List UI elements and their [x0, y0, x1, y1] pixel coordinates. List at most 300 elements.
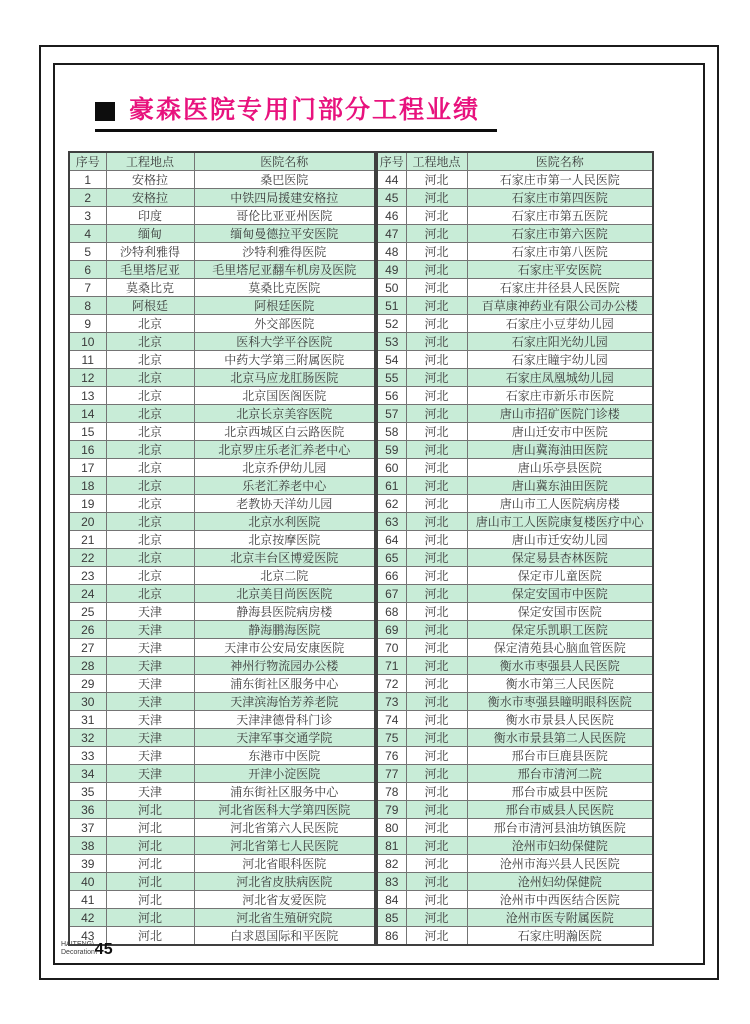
table-row — [69, 747, 375, 765]
table-row — [377, 837, 653, 855]
cell-location: 天津 — [106, 711, 194, 729]
table-body-left — [69, 171, 375, 946]
cell-location: 天津 — [106, 657, 194, 675]
table-row — [377, 855, 653, 873]
cell-index: 8 — [69, 297, 106, 315]
cell-index: 68 — [377, 603, 406, 621]
table-row — [69, 225, 375, 243]
cell-location: 北京 — [106, 441, 194, 459]
cell-hospital: 静海鹏海医院 — [194, 621, 375, 639]
table-body-right — [377, 171, 653, 946]
cell-index: 2 — [69, 189, 106, 207]
cell-location: 北京 — [106, 585, 194, 603]
cell-location: 河北 — [406, 765, 467, 783]
cell-hospital: 衡水市景县第二人民医院 — [467, 729, 653, 747]
cell-location: 河北 — [406, 801, 467, 819]
cell-location: 北京 — [106, 423, 194, 441]
table-row — [377, 909, 653, 927]
cell-hospital: 衡水市枣强县瞳明眼科医院 — [467, 693, 653, 711]
cell-location: 河北 — [406, 837, 467, 855]
cell-index: 37 — [69, 819, 106, 837]
cell-index: 69 — [377, 621, 406, 639]
cell-hospital: 北京马应龙肛肠医院 — [194, 369, 375, 387]
cell-location: 河北 — [406, 261, 467, 279]
cell-location: 河北 — [406, 297, 467, 315]
cell-hospital: 北京美目尚医医院 — [194, 585, 375, 603]
cell-index: 45 — [377, 189, 406, 207]
cell-index: 67 — [377, 585, 406, 603]
table-row — [69, 423, 375, 441]
cell-hospital: 莫桑比克医院 — [194, 279, 375, 297]
cell-hospital: 石家庄阳光幼儿园 — [467, 333, 653, 351]
cell-location: 北京 — [106, 405, 194, 423]
cell-location: 北京 — [106, 315, 194, 333]
brand-text — [61, 941, 97, 957]
table-row — [377, 477, 653, 495]
cell-index: 47 — [377, 225, 406, 243]
cell-hospital: 衡水市景县人民医院 — [467, 711, 653, 729]
cell-location: 北京 — [106, 531, 194, 549]
cell-hospital: 唐山市迁安幼儿园 — [467, 531, 653, 549]
cell-index: 48 — [377, 243, 406, 261]
cell-index: 16 — [69, 441, 106, 459]
table-row — [377, 207, 653, 225]
cell-location: 河北 — [406, 207, 467, 225]
cell-index: 56 — [377, 387, 406, 405]
cell-location: 北京 — [106, 495, 194, 513]
table-row — [69, 171, 375, 189]
cell-index: 6 — [69, 261, 106, 279]
cell-index: 85 — [377, 909, 406, 927]
cell-index: 86 — [377, 927, 406, 946]
table-row — [377, 927, 653, 946]
table-row — [69, 729, 375, 747]
cell-location: 天津 — [106, 621, 194, 639]
cell-location: 河北 — [406, 405, 467, 423]
cell-location: 北京 — [106, 459, 194, 477]
table-row — [377, 873, 653, 891]
cell-index: 23 — [69, 567, 106, 585]
project-tables — [68, 151, 654, 946]
cell-index: 79 — [377, 801, 406, 819]
cell-location: 北京 — [106, 549, 194, 567]
cell-location: 北京 — [106, 477, 194, 495]
table-row — [69, 765, 375, 783]
cell-hospital: 河北省生殖研究院 — [194, 909, 375, 927]
cell-hospital: 石家庄瞳宇幼儿园 — [467, 351, 653, 369]
cell-hospital: 北京西城区白云路医院 — [194, 423, 375, 441]
table-row — [377, 801, 653, 819]
cell-hospital: 石家庄小豆芽幼儿园 — [467, 315, 653, 333]
cell-hospital: 天津军事交通学院 — [194, 729, 375, 747]
cell-hospital: 北京长京美容医院 — [194, 405, 375, 423]
cell-hospital: 石家庄市第六医院 — [467, 225, 653, 243]
cell-index: 41 — [69, 891, 106, 909]
cell-location: 北京 — [106, 369, 194, 387]
table-row — [69, 243, 375, 261]
table-row — [69, 279, 375, 297]
table-row — [69, 297, 375, 315]
cell-location: 北京 — [106, 513, 194, 531]
table-row — [69, 261, 375, 279]
cell-hospital: 唐山乐亭县医院 — [467, 459, 653, 477]
cell-hospital: 石家庄平安医院 — [467, 261, 653, 279]
table-row — [69, 909, 375, 927]
cell-index: 52 — [377, 315, 406, 333]
cell-index: 5 — [69, 243, 106, 261]
projects-table-right — [376, 151, 654, 946]
cell-index: 54 — [377, 351, 406, 369]
cell-location: 河北 — [406, 585, 467, 603]
cell-index: 77 — [377, 765, 406, 783]
cell-index: 34 — [69, 765, 106, 783]
table-row — [377, 729, 653, 747]
cell-index: 13 — [69, 387, 106, 405]
table-header-row — [377, 152, 653, 171]
table-header — [377, 152, 653, 171]
cell-location: 河北 — [406, 675, 467, 693]
cell-index: 55 — [377, 369, 406, 387]
cell-hospital: 桑巴医院 — [194, 171, 375, 189]
cell-index: 57 — [377, 405, 406, 423]
table-row — [377, 531, 653, 549]
table-row — [377, 459, 653, 477]
table-row — [377, 567, 653, 585]
cell-hospital: 缅甸曼德拉平安医院 — [194, 225, 375, 243]
table-row — [69, 711, 375, 729]
table-row — [377, 639, 653, 657]
cell-hospital: 石家庄井径县人民医院 — [467, 279, 653, 297]
table-row — [377, 513, 653, 531]
table-row — [69, 441, 375, 459]
cell-index: 38 — [69, 837, 106, 855]
cell-hospital: 保定安国市中医院 — [467, 585, 653, 603]
cell-index: 26 — [69, 621, 106, 639]
table-row — [69, 675, 375, 693]
title-bullet-square-icon — [95, 102, 115, 121]
cell-location: 河北 — [406, 657, 467, 675]
cell-location: 河北 — [106, 855, 194, 873]
cell-location: 河北 — [406, 693, 467, 711]
cell-location: 河北 — [406, 567, 467, 585]
cell-location: 安格拉 — [106, 171, 194, 189]
cell-index: 80 — [377, 819, 406, 837]
cell-location: 河北 — [406, 441, 467, 459]
cell-location: 河北 — [406, 531, 467, 549]
cell-location: 河北 — [406, 171, 467, 189]
cell-location: 北京 — [106, 567, 194, 585]
table-row — [377, 693, 653, 711]
cell-index: 24 — [69, 585, 106, 603]
page-title: 豪森医院专用门部分工程业绩 — [129, 96, 481, 124]
cell-location: 天津 — [106, 783, 194, 801]
cell-index: 82 — [377, 855, 406, 873]
cell-hospital: 保定市儿童医院 — [467, 567, 653, 585]
cell-location: 河北 — [406, 729, 467, 747]
cell-index: 30 — [69, 693, 106, 711]
cell-index: 36 — [69, 801, 106, 819]
cell-location: 天津 — [106, 747, 194, 765]
table-row — [69, 549, 375, 567]
cell-hospital: 邢台市清河县油坊镇医院 — [467, 819, 653, 837]
cell-index: 74 — [377, 711, 406, 729]
cell-hospital: 天津市公安局安康医院 — [194, 639, 375, 657]
cell-location: 河北 — [406, 513, 467, 531]
cell-hospital: 沧州市医专附属医院 — [467, 909, 653, 927]
table-row — [69, 891, 375, 909]
cell-index: 4 — [69, 225, 106, 243]
table-row — [69, 621, 375, 639]
cell-hospital: 开津小淀医院 — [194, 765, 375, 783]
cell-index: 66 — [377, 567, 406, 585]
cell-hospital: 河北省医科大学第四医院 — [194, 801, 375, 819]
cell-hospital: 中药大学第三附属医院 — [194, 351, 375, 369]
cell-location: 印度 — [106, 207, 194, 225]
header-index: 序号 — [377, 152, 406, 171]
cell-index: 7 — [69, 279, 106, 297]
cell-location: 河北 — [406, 189, 467, 207]
cell-hospital: 百草康神药业有限公司办公楼 — [467, 297, 653, 315]
table-row — [69, 927, 375, 946]
cell-location: 河北 — [406, 315, 467, 333]
cell-hospital: 东港市中医院 — [194, 747, 375, 765]
table-row — [377, 783, 653, 801]
cell-location: 天津 — [106, 675, 194, 693]
cell-hospital: 沧州市中西医结合医院 — [467, 891, 653, 909]
table-row — [69, 513, 375, 531]
cell-location: 北京 — [106, 387, 194, 405]
cell-hospital: 浦东街社区服务中心 — [194, 675, 375, 693]
cell-location: 河北 — [106, 891, 194, 909]
table-row — [377, 189, 653, 207]
table-row — [377, 333, 653, 351]
cell-hospital: 医科大学平谷医院 — [194, 333, 375, 351]
table-row — [69, 405, 375, 423]
cell-location: 河北 — [406, 495, 467, 513]
cell-index: 39 — [69, 855, 106, 873]
cell-index: 10 — [69, 333, 106, 351]
cell-hospital: 石家庄市第一人民医院 — [467, 171, 653, 189]
cell-location: 河北 — [406, 855, 467, 873]
cell-index: 33 — [69, 747, 106, 765]
cell-hospital: 天津滨海怡芳养老院 — [194, 693, 375, 711]
cell-hospital: 河北省皮肤病医院 — [194, 873, 375, 891]
cell-hospital: 河北省友爱医院 — [194, 891, 375, 909]
brand-line-1: HAITENG\ — [61, 941, 95, 948]
cell-hospital: 沧州市海兴县人民医院 — [467, 855, 653, 873]
cell-hospital: 唐山市工人医院康复楼医疗中心 — [467, 513, 653, 531]
table-row — [377, 891, 653, 909]
cell-location: 天津 — [106, 693, 194, 711]
cell-hospital: 老教协天洋幼儿园 — [194, 495, 375, 513]
cell-index: 73 — [377, 693, 406, 711]
table-row — [377, 441, 653, 459]
table-row — [69, 801, 375, 819]
cell-location: 河北 — [406, 819, 467, 837]
cell-location: 河北 — [406, 549, 467, 567]
cell-index: 49 — [377, 261, 406, 279]
table-row — [377, 261, 653, 279]
cell-location: 天津 — [106, 639, 194, 657]
cell-hospital: 唐山市招矿医院门诊楼 — [467, 405, 653, 423]
table-row — [69, 369, 375, 387]
cell-location: 河北 — [406, 459, 467, 477]
table-row — [69, 837, 375, 855]
cell-index: 53 — [377, 333, 406, 351]
cell-index: 29 — [69, 675, 106, 693]
cell-hospital: 沧州市妇幼保健院 — [467, 837, 653, 855]
cell-hospital: 浦东街社区服务中心 — [194, 783, 375, 801]
cell-location: 缅甸 — [106, 225, 194, 243]
table-row — [377, 315, 653, 333]
cell-index: 18 — [69, 477, 106, 495]
table-row — [377, 621, 653, 639]
cell-hospital: 北京水利医院 — [194, 513, 375, 531]
header-hospital: 医院名称 — [467, 152, 653, 171]
cell-index: 50 — [377, 279, 406, 297]
cell-hospital: 保定清苑县心脑血管医院 — [467, 639, 653, 657]
cell-index: 78 — [377, 783, 406, 801]
cell-hospital: 邢台市巨鹿县医院 — [467, 747, 653, 765]
table-row — [377, 675, 653, 693]
cell-location: 河北 — [406, 423, 467, 441]
cell-index: 64 — [377, 531, 406, 549]
cell-index: 17 — [69, 459, 106, 477]
table-row — [377, 603, 653, 621]
cell-hospital: 石家庄市第四医院 — [467, 189, 653, 207]
cell-hospital: 唐山冀东油田医院 — [467, 477, 653, 495]
cell-index: 51 — [377, 297, 406, 315]
cell-hospital: 石家庄市第八医院 — [467, 243, 653, 261]
cell-index: 9 — [69, 315, 106, 333]
cell-index: 84 — [377, 891, 406, 909]
cell-location: 天津 — [106, 729, 194, 747]
cell-index: 65 — [377, 549, 406, 567]
cell-index: 70 — [377, 639, 406, 657]
table-row — [377, 369, 653, 387]
cell-location: 河北 — [406, 621, 467, 639]
table-row — [69, 387, 375, 405]
cell-location: 河北 — [406, 927, 467, 946]
table-row — [377, 225, 653, 243]
table-row — [377, 405, 653, 423]
cell-location: 河北 — [406, 891, 467, 909]
cell-hospital: 唐山冀海油田医院 — [467, 441, 653, 459]
cell-location: 天津 — [106, 765, 194, 783]
cell-index: 60 — [377, 459, 406, 477]
table-row — [69, 351, 375, 369]
table-row — [69, 477, 375, 495]
table-header — [69, 152, 375, 171]
cell-hospital: 衡水市第三人民医院 — [467, 675, 653, 693]
cell-location: 安格拉 — [106, 189, 194, 207]
cell-hospital: 河北省眼科医院 — [194, 855, 375, 873]
table-header-row — [69, 152, 375, 171]
table-row — [69, 873, 375, 891]
cell-location: 河北 — [106, 909, 194, 927]
table-row — [377, 585, 653, 603]
cell-index: 59 — [377, 441, 406, 459]
cell-location: 河北 — [406, 711, 467, 729]
header-location: 工程地点 — [406, 152, 467, 171]
cell-location: 河北 — [406, 279, 467, 297]
cell-index: 61 — [377, 477, 406, 495]
cell-hospital: 北京罗庄乐老汇养老中心 — [194, 441, 375, 459]
cell-index: 3 — [69, 207, 106, 225]
cell-location: 河北 — [406, 909, 467, 927]
cell-location: 河北 — [106, 801, 194, 819]
cell-hospital: 北京乔伊幼儿园 — [194, 459, 375, 477]
table-row — [377, 387, 653, 405]
header-location: 工程地点 — [106, 152, 194, 171]
cell-hospital: 衡水市枣强县人民医院 — [467, 657, 653, 675]
brand-line-2: Decoration\ — [61, 949, 97, 957]
cell-location: 河北 — [406, 351, 467, 369]
cell-index: 35 — [69, 783, 106, 801]
cell-location: 河北 — [406, 225, 467, 243]
cell-index: 14 — [69, 405, 106, 423]
cell-hospital: 邢台市威县中医院 — [467, 783, 653, 801]
cell-hospital: 神州行物流园办公楼 — [194, 657, 375, 675]
cell-hospital: 石家庄市第五医院 — [467, 207, 653, 225]
cell-index: 62 — [377, 495, 406, 513]
table-row — [377, 747, 653, 765]
page-title-block — [95, 98, 480, 123]
table-row — [377, 297, 653, 315]
cell-location: 河北 — [406, 783, 467, 801]
cell-hospital: 石家庄明瀚医院 — [467, 927, 653, 946]
header-hospital: 医院名称 — [194, 152, 375, 171]
cell-location: 河北 — [406, 639, 467, 657]
cell-index: 15 — [69, 423, 106, 441]
table-row — [69, 333, 375, 351]
cell-location: 北京 — [106, 333, 194, 351]
table-row — [69, 567, 375, 585]
cell-hospital: 河北省第七人民医院 — [194, 837, 375, 855]
cell-index: 43 — [69, 927, 106, 946]
cell-location: 河北 — [406, 333, 467, 351]
cell-index: 72 — [377, 675, 406, 693]
cell-location: 河北 — [406, 477, 467, 495]
cell-index: 75 — [377, 729, 406, 747]
page-number: 45 — [94, 940, 113, 958]
table-row — [69, 657, 375, 675]
cell-index: 19 — [69, 495, 106, 513]
cell-location: 河北 — [406, 873, 467, 891]
cell-hospital: 唐山迁安市中医院 — [467, 423, 653, 441]
cell-location: 河北 — [406, 603, 467, 621]
cell-hospital: 毛里塔尼亚翻车机房及医院 — [194, 261, 375, 279]
table-row — [69, 495, 375, 513]
table-row — [69, 819, 375, 837]
cell-index: 22 — [69, 549, 106, 567]
cell-index: 1 — [69, 171, 106, 189]
table-row — [377, 351, 653, 369]
table-row — [377, 765, 653, 783]
table-row — [69, 783, 375, 801]
cell-index: 32 — [69, 729, 106, 747]
cell-location: 河北 — [106, 927, 194, 946]
cell-index: 25 — [69, 603, 106, 621]
cell-location: 河北 — [106, 819, 194, 837]
cell-index: 46 — [377, 207, 406, 225]
table-row — [69, 459, 375, 477]
cell-index: 63 — [377, 513, 406, 531]
cell-hospital: 北京丰台区博爱医院 — [194, 549, 375, 567]
cell-location: 河北 — [406, 747, 467, 765]
cell-location: 沙特利雅得 — [106, 243, 194, 261]
cell-hospital: 阿根廷医院 — [194, 297, 375, 315]
